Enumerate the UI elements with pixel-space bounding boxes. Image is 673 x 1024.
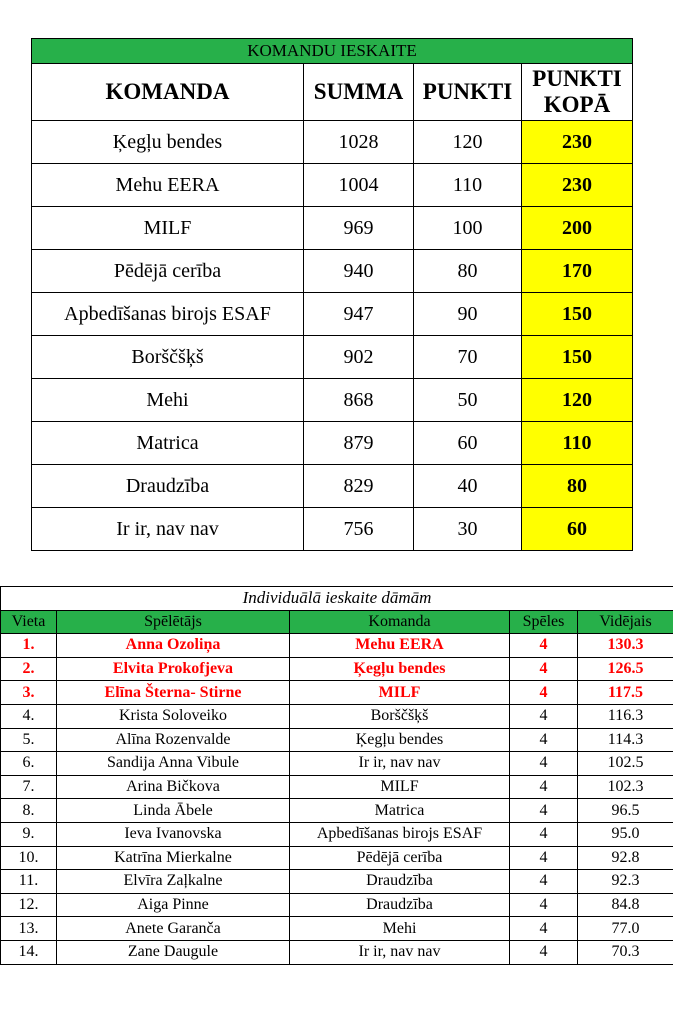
games-cell: 4: [510, 846, 578, 870]
place-cell: 8.: [1, 799, 57, 823]
table-row: [1, 822, 673, 846]
average-cell: 102.3: [578, 775, 673, 799]
header-total-points: [522, 64, 633, 121]
team-cell: Draudzība: [32, 465, 304, 508]
table-row: [1, 870, 673, 894]
games-cell: 4: [510, 681, 578, 705]
points-cell: 120: [414, 121, 522, 164]
player-cell: Elvīra Zaļkalne: [57, 870, 290, 894]
total-points-cell: 170: [522, 250, 633, 293]
player-cell: Anete Garanča: [57, 917, 290, 941]
team-cell: Mehi: [290, 917, 510, 941]
games-cell: 4: [510, 634, 578, 658]
header-sum: SUMMA: [304, 64, 414, 121]
player-cell: Ieva Ivanovska: [57, 822, 290, 846]
total-points-cell: 230: [522, 121, 633, 164]
header-points: PUNKTI: [414, 64, 522, 121]
table-row: [1, 752, 673, 776]
points-cell: 40: [414, 465, 522, 508]
table-row: [1, 799, 673, 823]
team-table-title: KOMANDU IESKAITE: [32, 39, 633, 64]
sum-cell: 902: [304, 336, 414, 379]
place-cell: 1.: [1, 634, 57, 658]
table-row: [32, 422, 633, 465]
individual-table-header-row: [1, 610, 673, 634]
points-cell: 50: [414, 379, 522, 422]
header-total-line1: PUNKTI: [532, 66, 622, 91]
player-cell: Elīna Šterna- Stirne: [57, 681, 290, 705]
average-cell: 84.8: [578, 893, 673, 917]
table-row: [32, 207, 633, 250]
table-row: [1, 728, 673, 752]
table-row: [1, 657, 673, 681]
team-cell: Borščšķš: [290, 704, 510, 728]
header-team: Komanda: [290, 610, 510, 634]
team-cell: Draudzība: [290, 893, 510, 917]
player-cell: Alīna Rozenvalde: [57, 728, 290, 752]
table-row: [1, 681, 673, 705]
team-cell: Ir ir, nav nav: [32, 508, 304, 551]
games-cell: 4: [510, 775, 578, 799]
table-row: [1, 634, 673, 658]
total-points-cell: 120: [522, 379, 633, 422]
points-cell: 80: [414, 250, 522, 293]
header-games: Spēles: [510, 610, 578, 634]
table-row: [32, 465, 633, 508]
average-cell: 114.3: [578, 728, 673, 752]
total-points-cell: 200: [522, 207, 633, 250]
games-cell: 4: [510, 799, 578, 823]
place-cell: 6.: [1, 752, 57, 776]
points-cell: 110: [414, 164, 522, 207]
team-cell: Draudzība: [290, 870, 510, 894]
header-player: Spēlētājs: [57, 610, 290, 634]
table-row: [32, 293, 633, 336]
player-cell: Zane Daugule: [57, 940, 290, 964]
average-cell: 96.5: [578, 799, 673, 823]
total-points-cell: 230: [522, 164, 633, 207]
team-cell: MILF: [290, 681, 510, 705]
sum-cell: 1004: [304, 164, 414, 207]
player-cell: Anna Ozoliņa: [57, 634, 290, 658]
points-cell: 100: [414, 207, 522, 250]
team-cell: Pēdējā cerība: [32, 250, 304, 293]
team-cell: Ķegļu bendes: [290, 728, 510, 752]
average-cell: 70.3: [578, 940, 673, 964]
games-cell: 4: [510, 728, 578, 752]
player-cell: Arina Bičkova: [57, 775, 290, 799]
place-cell: 2.: [1, 657, 57, 681]
individual-table-title: Individuālā ieskaite dāmām: [1, 587, 673, 611]
player-cell: Sandija Anna Vibule: [57, 752, 290, 776]
team-cell: Matrica: [32, 422, 304, 465]
team-cell: Mehu EERA: [32, 164, 304, 207]
table-row: [32, 250, 633, 293]
games-cell: 4: [510, 822, 578, 846]
total-points-cell: 80: [522, 465, 633, 508]
sum-cell: 1028: [304, 121, 414, 164]
average-cell: 92.3: [578, 870, 673, 894]
place-cell: 3.: [1, 681, 57, 705]
points-cell: 90: [414, 293, 522, 336]
table-row: [1, 893, 673, 917]
header-team: KOMANDA: [32, 64, 304, 121]
team-cell: Ķegļu bendes: [32, 121, 304, 164]
table-row: [1, 704, 673, 728]
individual-standings-table: [0, 586, 673, 965]
team-cell: Mehu EERA: [290, 634, 510, 658]
average-cell: 130.3: [578, 634, 673, 658]
team-cell: Apbedīšanas birojs ESAF: [32, 293, 304, 336]
table-row: [1, 846, 673, 870]
team-cell: Apbedīšanas birojs ESAF: [290, 822, 510, 846]
total-points-cell: 110: [522, 422, 633, 465]
sum-cell: 756: [304, 508, 414, 551]
header-total-line2: KOPĀ: [543, 92, 611, 117]
team-cell: Ķegļu bendes: [290, 657, 510, 681]
games-cell: 4: [510, 704, 578, 728]
table-row: [1, 940, 673, 964]
games-cell: 4: [510, 940, 578, 964]
place-cell: 11.: [1, 870, 57, 894]
games-cell: 4: [510, 870, 578, 894]
average-cell: 117.5: [578, 681, 673, 705]
total-points-cell: 150: [522, 293, 633, 336]
team-cell: Matrica: [290, 799, 510, 823]
player-cell: Aiga Pinne: [57, 893, 290, 917]
points-cell: 70: [414, 336, 522, 379]
team-cell: Pēdējā cerība: [290, 846, 510, 870]
individual-table-title-row: [1, 587, 673, 611]
team-cell: Ir ir, nav nav: [290, 752, 510, 776]
place-cell: 12.: [1, 893, 57, 917]
player-cell: Elvita Prokofjeva: [57, 657, 290, 681]
player-cell: Katrīna Mierkalne: [57, 846, 290, 870]
team-standings-table: [31, 38, 633, 551]
place-cell: 5.: [1, 728, 57, 752]
sum-cell: 879: [304, 422, 414, 465]
average-cell: 102.5: [578, 752, 673, 776]
sum-cell: 868: [304, 379, 414, 422]
games-cell: 4: [510, 893, 578, 917]
sum-cell: 969: [304, 207, 414, 250]
team-cell: Ir ir, nav nav: [290, 940, 510, 964]
points-cell: 60: [414, 422, 522, 465]
average-cell: 116.3: [578, 704, 673, 728]
total-points-cell: 150: [522, 336, 633, 379]
team-cell: MILF: [32, 207, 304, 250]
average-cell: 126.5: [578, 657, 673, 681]
place-cell: 9.: [1, 822, 57, 846]
average-cell: 77.0: [578, 917, 673, 941]
sum-cell: 940: [304, 250, 414, 293]
team-table-title-row: [32, 39, 633, 64]
header-place: Vieta: [1, 610, 57, 634]
games-cell: 4: [510, 657, 578, 681]
header-average: Vidējais: [578, 610, 673, 634]
table-row: [32, 121, 633, 164]
sum-cell: 829: [304, 465, 414, 508]
table-row: [1, 917, 673, 941]
team-cell: MILF: [290, 775, 510, 799]
average-cell: 92.8: [578, 846, 673, 870]
points-cell: 30: [414, 508, 522, 551]
team-table-header-row: [32, 64, 633, 121]
place-cell: 7.: [1, 775, 57, 799]
table-row: [1, 775, 673, 799]
place-cell: 14.: [1, 940, 57, 964]
player-cell: Linda Ābele: [57, 799, 290, 823]
place-cell: 4.: [1, 704, 57, 728]
team-cell: Mehi: [32, 379, 304, 422]
player-cell: Krista Soloveiko: [57, 704, 290, 728]
place-cell: 13.: [1, 917, 57, 941]
total-points-cell: 60: [522, 508, 633, 551]
place-cell: 10.: [1, 846, 57, 870]
average-cell: 95.0: [578, 822, 673, 846]
table-row: [32, 508, 633, 551]
table-row: [32, 379, 633, 422]
team-cell: Borščšķš: [32, 336, 304, 379]
table-row: [32, 164, 633, 207]
games-cell: 4: [510, 917, 578, 941]
sum-cell: 947: [304, 293, 414, 336]
games-cell: 4: [510, 752, 578, 776]
table-row: [32, 336, 633, 379]
